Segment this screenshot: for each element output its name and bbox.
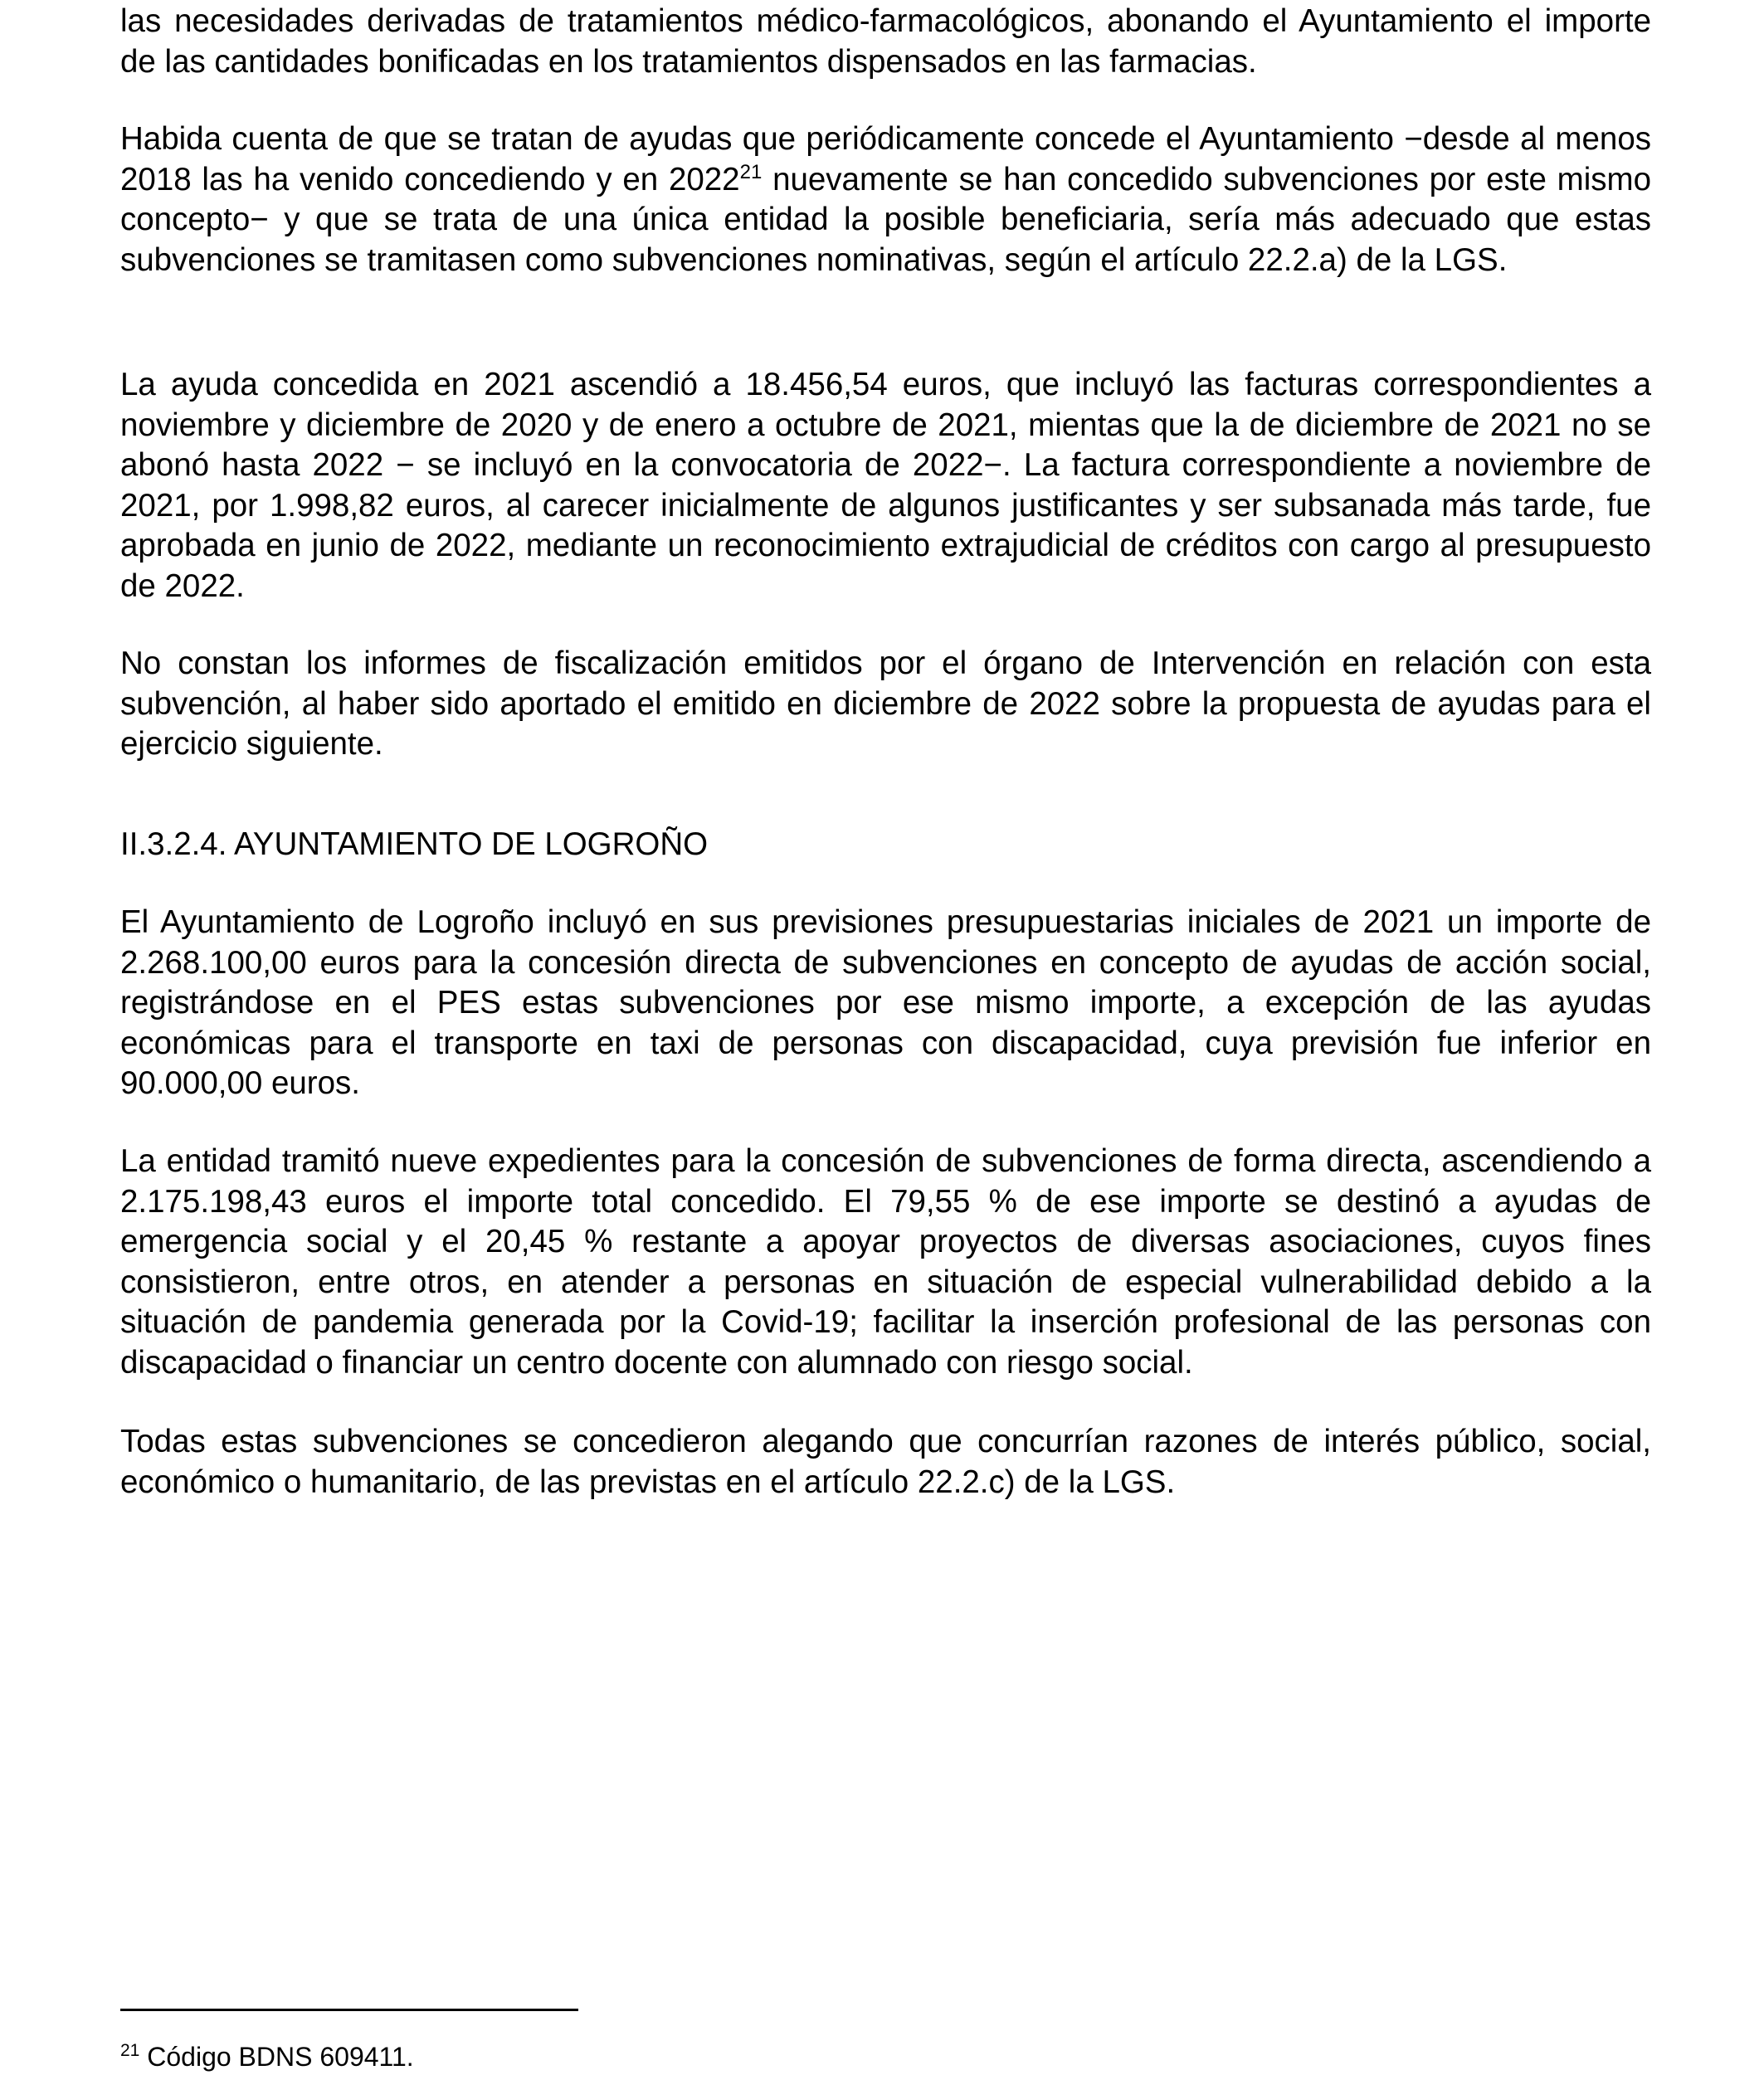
paragraph-public-interest: Todas estas subvenciones se concedieron alegando que concurrían razones de interés público, social, económico o humanitario, de las previstas en el artículo 22.2.c) de la LGS. bbox=[120, 1424, 1651, 1500]
paragraph-aid-2021: La ayuda concedida en 2021 ascendió a 18.456,54 euros, que incluyó las facturas correspondientes a noviembre y diciembre de 2020 y de enero a octubre de 2021, mientas que la de diciembre de 2021 no se abonó hasta 2022 − se incluyó en la convocatoria de 2022−. La factura correspondiente a noviembre de 2021, por 1.998,82 euros, al carecer inicialmente de algunos justificantes y ser subsanada más tarde, fue aprobada en junio de 2022, mediante un reconocimiento extrajudicial de créditos con cargo al presupuesto de 2022. bbox=[120, 367, 1651, 604]
paragraph-audit-reports: No constan los informes de fiscalización emitidos por el órgano de Intervención en relación con esta subvención, al haber sido aportado el emitido en diciembre de 2022 sobre la propuesta de ayudas para el ejercicio siguiente. bbox=[120, 645, 1651, 762]
footnote-text: Código BDNS 609411. bbox=[139, 2042, 414, 2072]
footnote-number: 21 bbox=[120, 2041, 140, 2060]
paragraph-pharmacy-treatments: las necesidades derivadas de tratamientos médico-farmacológicos, abonando el Ayuntamiento el importe de las cantidades bonificadas en los tratamientos dispensados en las farmacias. bbox=[120, 3, 1651, 80]
footnote-reference-21[interactable]: 21 bbox=[739, 160, 763, 183]
footnote-21 bbox=[120, 2040, 414, 2073]
paragraph-text-before-footnote: Habida cuenta de que se tratan de ayudas que periódicamente concede el Ayuntamiento −desde al menos 2018 las ha venido concediendo y en 2022 bbox=[120, 121, 1651, 197]
paragraph-nominative-subsidies bbox=[120, 119, 1651, 280]
paragraph-text-after-footnote: nuevamente se han concedido subvenciones por este mismo concepto− y que se trata de una única entidad la posible beneficiaria, sería más adecuado que estas subvenciones se tramitasen como subvenciones nominativas, según el artículo 22.2.a) de la LGS. bbox=[120, 161, 1651, 278]
footnote-separator bbox=[120, 2009, 578, 2011]
paragraph-logrono-budget: El Ayuntamiento de Logroño incluyó en sus previsiones presupuestarias iniciales de 2021 un importe de 2.268.100,00 euros para la concesión directa de subvenciones en concepto de ayudas de acción social, registrándose en el PES estas subvenciones por ese mismo importe, a excepción de las ayudas económicas para el transporte en taxi de personas con discapacidad, cuya previsión fue inferior en 90.000,00 euros. bbox=[120, 904, 1651, 1102]
paragraph-direct-grants: La entidad tramitó nueve expedientes para la concesión de subvenciones de forma directa, ascendiendo a 2.175.198,43 euros el importe total concedido. El 79,55 % de ese importe se destinó a ayudas de emergencia social y el 20,45 % restante a apoyar proyectos de diversas asociaciones, cuyos fines consistieron, entre otros, en atender a personas en situación de especial vulnerabilidad debido a la situación de pandemia generada por la Covid-19; facilitar la inserción profesional de las personas con discapacidad o financiar un centro docente con alumnado con riesgo social. bbox=[120, 1143, 1651, 1381]
section-heading: II.3.2.4. AYUNTAMIENTO DE LOGROÑO bbox=[120, 826, 709, 862]
